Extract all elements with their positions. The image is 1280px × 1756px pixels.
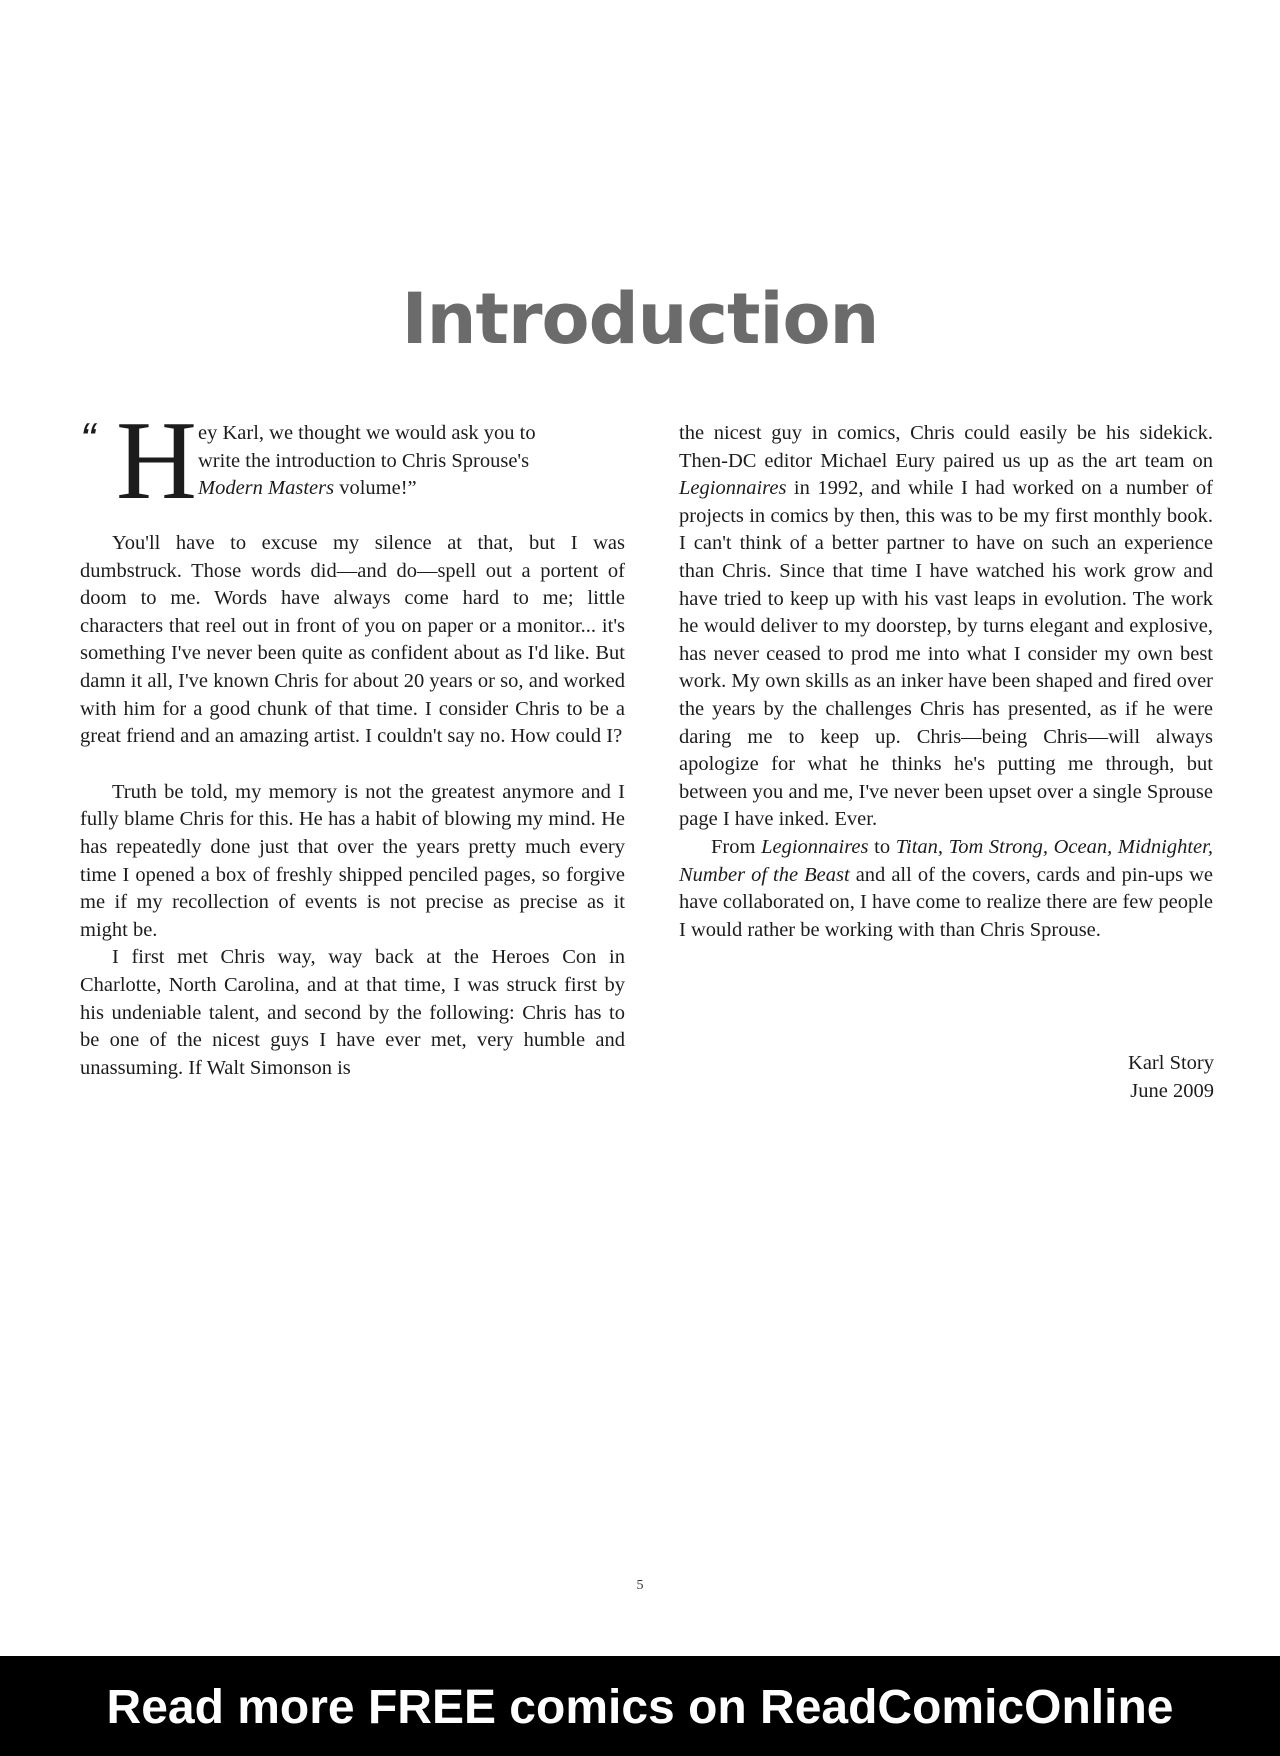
author-name: Karl Story (1128, 1052, 1214, 1074)
signature (960, 1050, 1214, 1105)
paragraph (679, 834, 1213, 944)
signature-date: June 2009 (1130, 1079, 1214, 1102)
book-titles: Titan, Tom Strong, Ocean, Midnighter, Number of the Beast (679, 835, 1213, 886)
paragraph-text: the nicest guy in comics, Chris could easily be his sidekick. Then-DC editor Michael Eury paired us up as the art team on (679, 422, 1213, 472)
paragraph: You'll have to excuse my silence at that, but I was dumbstruck. Those words did—and do—spell out a portent of doom to me. Words have always come hard to me; little characters that reel out in front of you on paper or a monitor... it's something I've never been quite as confident about as I'd like. But damn it all, I've known Chris for about 20 years or so, and worked with him for a good chunk of that time. I consider Chris to be a great friend and an amazing artist. I couldn't say no. How could I? (80, 532, 625, 748)
opening-quote-mark: “ (80, 413, 96, 465)
page-number: 5 (636, 1578, 644, 1593)
paragraph-text: in 1992, and while I had worked on a number of projects in comics by then, this was to be my first monthly book. I can't think of a better partner to have on such an experience than Chris. Since that time I have watched his work grow and have tried to keep up with his vast leaps in evolution. The work he would deliver to my doorstep, by turns elegant and explosive, has never ceased to prod me into what I consider my own best work. My own skills as an inker have been shaped and fired over the years by the challenges Chris has presented, as if he were daring me to keep up. Chris—being Chris—will always apologize for what he thinks he's putting me through, but between you and me, I've never been upset over a single Sprouse page I have inked. Ever. (679, 477, 1213, 831)
paragraph: Truth be told, my memory is not the greatest anymore and I fully blame Chris for this. He has a habit of blowing my mind. He has repeatedly done just that over the years pretty much every time I opened a box of freshly shipped penciled pages, so forgive me if my recollection of events is not precise as precise as it might be. (80, 780, 625, 941)
book-series-title: Modern Masters (198, 477, 335, 500)
page-title: Introduction (401, 278, 879, 360)
book-title: Legionnaires (679, 477, 787, 500)
opening-line-3 (198, 475, 668, 503)
paragraph-text: and all of the covers, cards and pin-ups we have collaborated on, I have come to realize there are few people I would rather be working with than Chris Sprouse. (679, 863, 1213, 941)
opening-line-1: ey Karl, we thought we would ask you to (198, 422, 536, 444)
paragraph-text: From (711, 835, 762, 858)
opening-text (198, 420, 668, 503)
left-column (80, 399, 625, 1082)
promo-banner-text[interactable]: Read more FREE comics on ReadComicOnline (106, 1681, 1174, 1734)
opening-line-3-rest: volume!” (334, 477, 417, 500)
book-title: Legionnaires (761, 835, 869, 858)
paragraph-text: to (868, 835, 896, 858)
opening-line-2: write the introduction to Chris Sprouse's (198, 449, 530, 472)
paragraph (679, 420, 1213, 834)
right-column (679, 420, 1213, 944)
drop-cap: H (116, 399, 197, 523)
paragraph: I first met Chris way, way back at the Heroes Con in Charlotte, North Carolina, and at that time, I was struck first by his undeniable talent, and second by the following: Chris has to be one of the nicest guys I have ever met, very humble and unassuming. If Walt Simonson is (80, 946, 625, 1079)
promo-banner[interactable] (0, 1656, 1280, 1756)
opening-paragraph (80, 399, 625, 523)
